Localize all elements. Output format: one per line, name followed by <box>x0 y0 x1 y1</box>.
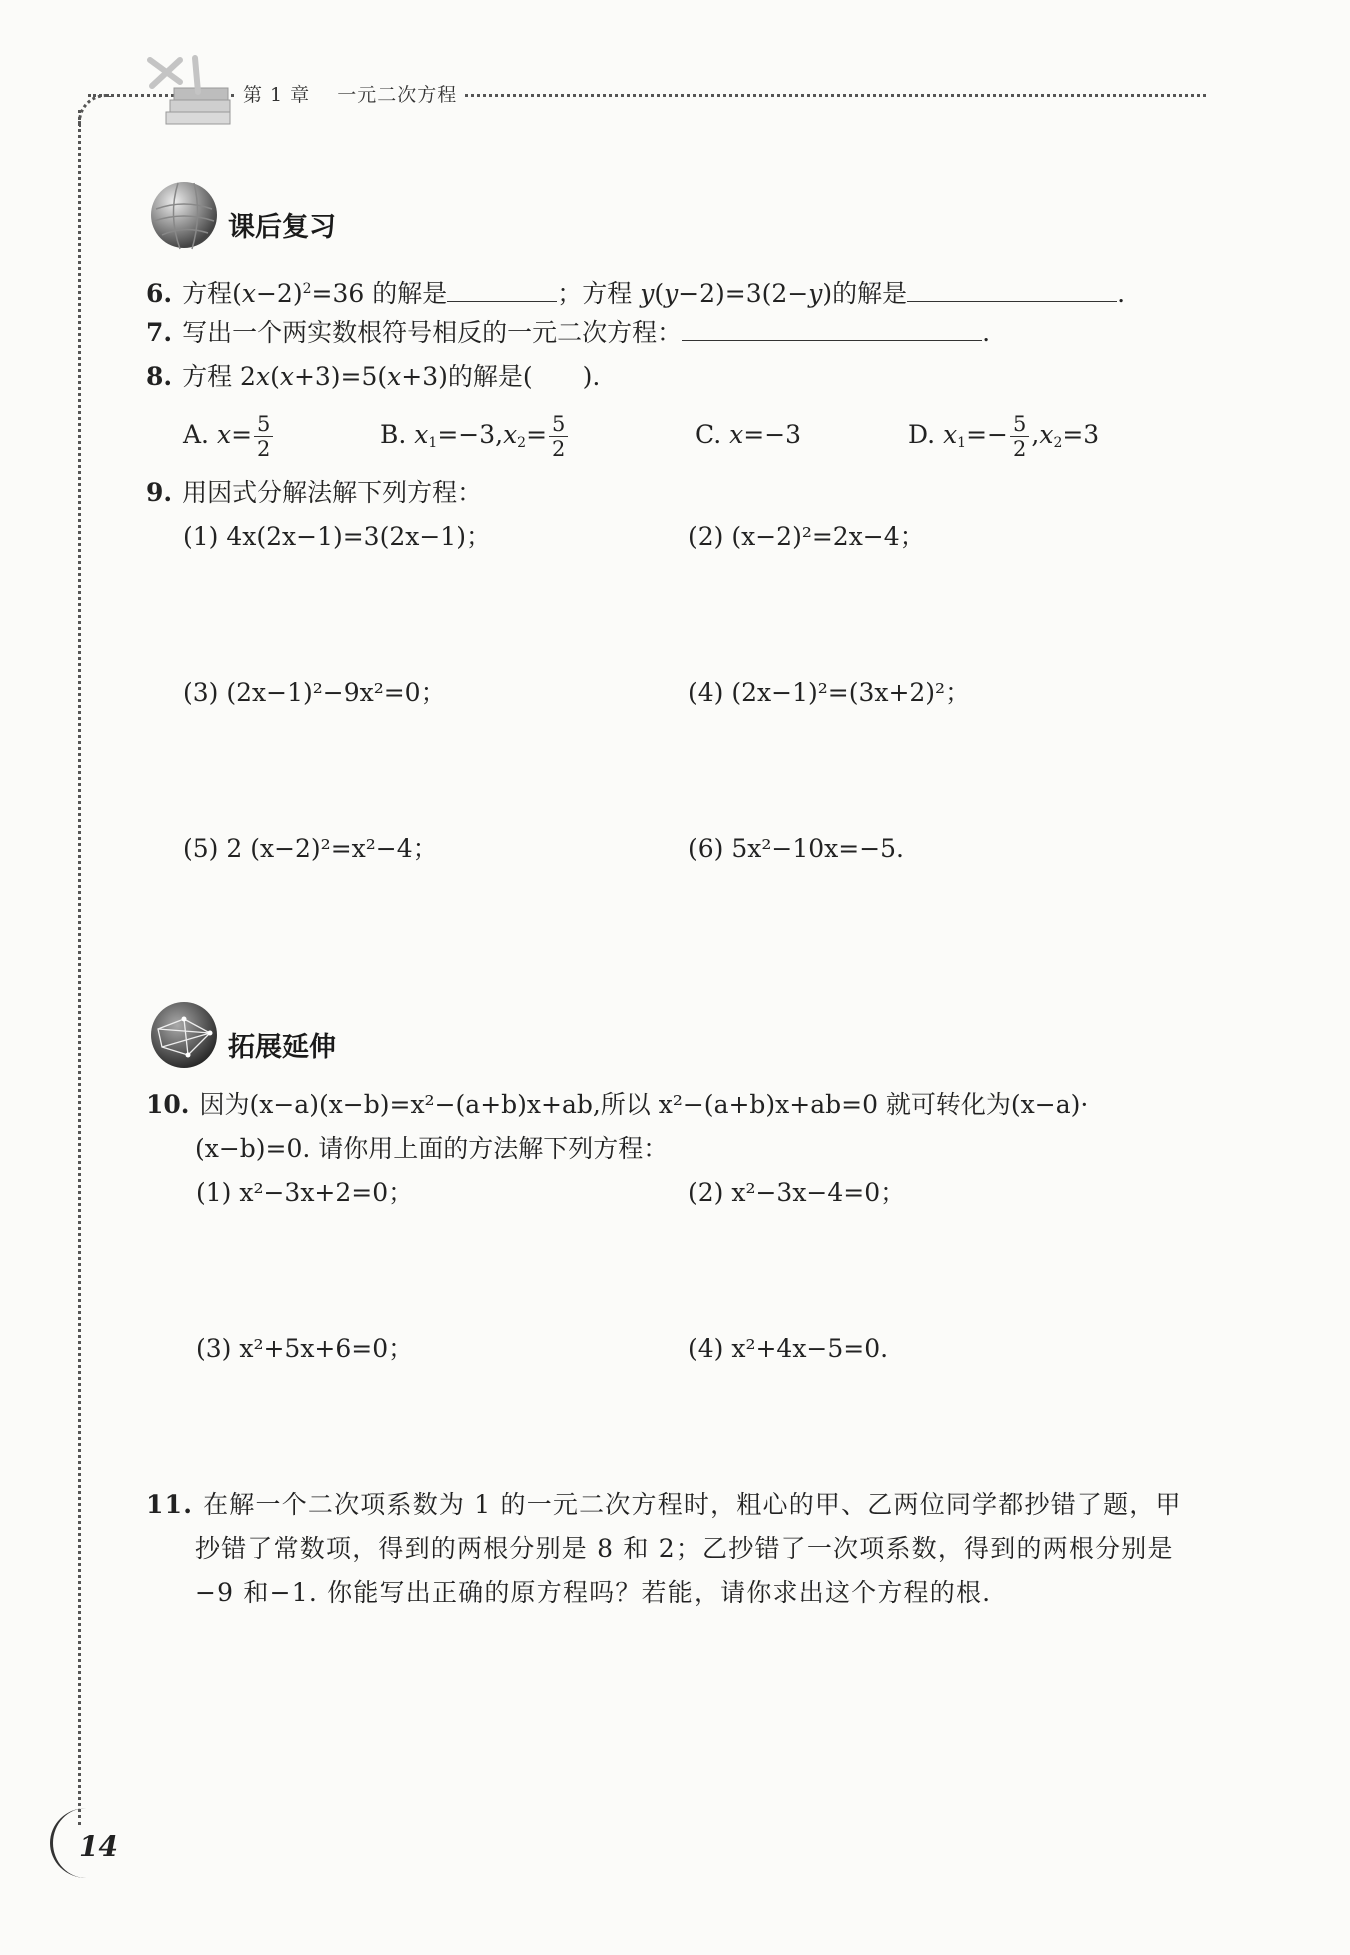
numerator: 5 <box>254 412 273 437</box>
var-x: x <box>414 420 429 449</box>
q6-text: −2)=3(2− <box>678 279 809 308</box>
var-x: x <box>503 420 518 449</box>
answer-blank[interactable] <box>447 279 557 302</box>
q9-sub-5: (5) 2 (x−2)²=x²−4； <box>183 834 438 863</box>
q9-sub-1: (1) 4x(2x−1)=3(2x−1)； <box>183 522 491 551</box>
q9-text: 用因式分解法解下列方程： <box>182 478 483 507</box>
subscript: 1 <box>957 435 967 451</box>
q10-sub-2: (2) x²−3x−4=0； <box>688 1178 906 1207</box>
q6-text: ( <box>654 279 665 308</box>
option-text: , <box>1031 420 1040 449</box>
q6-text: 方程( <box>182 279 242 308</box>
option-label: B. <box>380 420 407 449</box>
option-label: C. <box>695 420 722 449</box>
var-x: x <box>729 420 744 449</box>
question-number: 9. <box>146 478 173 507</box>
q6-text: ；方程 <box>557 279 641 308</box>
answer-blank[interactable] <box>682 318 982 341</box>
section-title-extension: 拓展延伸 <box>228 1031 336 1063</box>
page-number-badge <box>50 1808 123 1878</box>
q10-sub-4: (4) x²+4x−5=0. <box>688 1334 889 1363</box>
option-b[interactable] <box>380 412 570 461</box>
q10-line-2: (x−b)=0. 请你用上面的方法解下列方程： <box>195 1134 669 1163</box>
question-number: 11. <box>146 1490 194 1519</box>
network-globe-icon <box>148 999 220 1071</box>
q9-sub-6: (6) 5x²−10x=−5. <box>688 834 904 863</box>
numerator: 5 <box>1010 412 1029 437</box>
question-6 <box>146 272 1125 311</box>
question-7 <box>146 316 990 350</box>
q10-sub-3: (3) x²+5x+6=0； <box>196 1334 414 1363</box>
numerator: 5 <box>549 412 568 437</box>
option-text: =− <box>966 420 1008 449</box>
question-number: 6. <box>146 279 173 308</box>
q7-text: 写出一个两实数根符号相反的一元二次方程： <box>182 318 683 347</box>
subscript: 2 <box>517 435 527 451</box>
answer-blank[interactable] <box>907 279 1117 302</box>
option-text: = <box>231 420 253 449</box>
q11-line-2: 抄错了常数项，得到的两根分别是 8 和 2；乙抄错了一次项系数，得到的两根分别是 <box>195 1534 1174 1563</box>
q8-text: +3)的解是( ). <box>401 362 601 391</box>
question-8 <box>146 360 600 394</box>
option-label: D. <box>908 420 936 449</box>
option-a[interactable] <box>183 412 275 461</box>
q8-text: 方程 2 <box>182 362 256 391</box>
fraction <box>254 412 273 461</box>
question-10 <box>146 1088 1088 1122</box>
q11-line-3: −9 和−1. 你能写出正确的原方程吗？若能，请你求出这个方程的根. <box>195 1578 992 1607</box>
option-text: =−3, <box>437 420 504 449</box>
var-x: x <box>241 279 256 308</box>
q8-text: ( <box>270 362 280 391</box>
denominator: 2 <box>552 437 566 461</box>
q10-line-1: 因为(x−a)(x−b)=x²−(a+b)x+ab,所以 x²−(a+b)x+ab=0 就可转化为(x−a)· <box>199 1090 1089 1119</box>
var-x: x <box>943 420 958 449</box>
var-x: x <box>255 362 271 391</box>
chapter-title: 一元二次方程 <box>337 84 458 106</box>
q8-text: +3)=5( <box>293 362 388 391</box>
option-d[interactable] <box>908 412 1099 461</box>
page-border-corner <box>78 94 111 127</box>
section-review <box>148 175 336 255</box>
option-text: =−3 <box>743 420 802 449</box>
var-y: y <box>664 279 679 308</box>
page-number: 14 <box>79 1830 118 1863</box>
page-border-left <box>78 110 81 1825</box>
q6-text: −2) <box>255 279 303 308</box>
q9-sub-2: (2) (x−2)²=2x−4； <box>688 522 925 551</box>
option-text: = <box>526 420 548 449</box>
q6-text: )的解是 <box>822 279 908 308</box>
chapter-number: 第 1 章 <box>243 84 311 106</box>
globe-icon <box>148 179 220 251</box>
fraction <box>1010 412 1029 461</box>
chapter-header <box>235 80 465 107</box>
var-y: y <box>808 279 823 308</box>
question-9 <box>146 476 482 510</box>
question-number: 7. <box>146 318 173 347</box>
q9-sub-4: (4) (2x−1)²=(3x+2)²； <box>688 678 971 707</box>
q10-sub-1: (1) x²−3x+2=0； <box>196 1178 414 1207</box>
option-text: =3 <box>1062 420 1100 449</box>
option-c[interactable] <box>695 418 801 452</box>
question-number: 8. <box>146 362 173 391</box>
q9-sub-3: (3) (2x−1)²−9x²=0； <box>183 678 446 707</box>
q6-text: =36 的解是 <box>311 279 448 308</box>
denominator: 2 <box>1013 437 1027 461</box>
subscript: 1 <box>428 435 438 451</box>
option-label: A. <box>183 420 210 449</box>
subscript: 2 <box>1053 435 1063 451</box>
var-x: x <box>387 362 402 391</box>
section-title-review: 课后复习 <box>228 211 336 243</box>
books-logo-icon <box>140 52 240 132</box>
var-y: y <box>640 279 655 308</box>
var-x: x <box>216 420 232 449</box>
q7-text: . <box>982 318 991 347</box>
q11-line-1: 在解一个二次项系数为 1 的一元二次方程时，粗心的甲、乙两位同学都抄错了题，甲 <box>203 1490 1182 1519</box>
q6-text: . <box>1117 279 1126 308</box>
fraction <box>549 412 568 461</box>
var-x: x <box>1039 420 1054 449</box>
var-x: x <box>279 362 294 391</box>
question-11 <box>146 1488 1182 1522</box>
section-extension <box>148 995 336 1075</box>
denominator: 2 <box>257 437 271 461</box>
exponent: 2 <box>302 281 312 297</box>
question-number: 10. <box>146 1090 190 1119</box>
